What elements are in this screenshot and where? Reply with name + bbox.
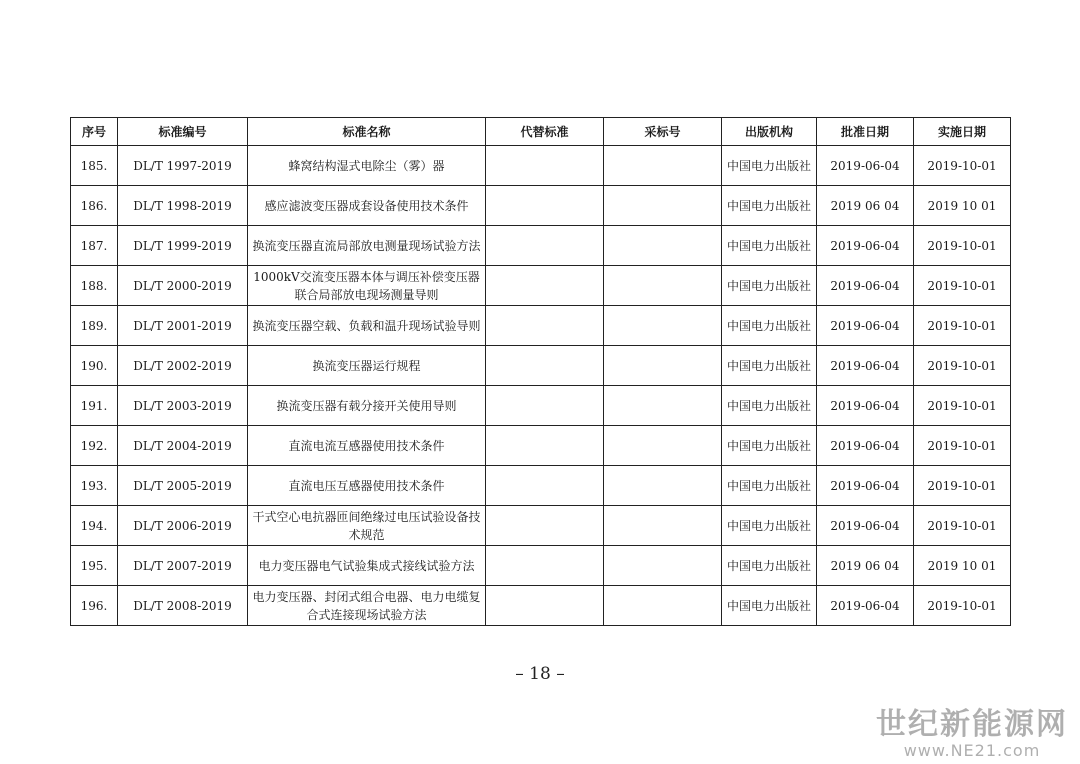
row-adopted xyxy=(604,466,722,506)
row-approved: 2019-06-04 xyxy=(817,386,914,426)
row-publisher: 中国电力出版社 xyxy=(722,386,817,426)
row-name: 换流变压器空载、负载和温升现场试验导则 xyxy=(248,306,486,346)
row-publisher: 中国电力出版社 xyxy=(722,506,817,546)
row-adopted xyxy=(604,306,722,346)
watermark-logo xyxy=(876,708,1068,760)
row-approved: 2019-06-04 xyxy=(817,586,914,626)
row-num: 193. xyxy=(71,466,118,506)
row-replaces xyxy=(486,426,604,466)
row-code: DL/T 2004-2019 xyxy=(118,426,248,466)
header-name: 标准名称 xyxy=(248,118,486,146)
row-effective: 2019-10-01 xyxy=(914,346,1011,386)
row-publisher: 中国电力出版社 xyxy=(722,186,817,226)
header-publisher: 出版机构 xyxy=(722,118,817,146)
row-replaces xyxy=(486,346,604,386)
row-name: 蜂窝结构湿式电除尘（雾）器 xyxy=(248,146,486,186)
row-effective: 2019-10-01 xyxy=(914,266,1011,306)
row-publisher: 中国电力出版社 xyxy=(722,146,817,186)
row-num: 185. xyxy=(71,146,118,186)
row-approved: 2019-06-04 xyxy=(817,466,914,506)
row-adopted xyxy=(604,146,722,186)
row-code: DL/T 2002-2019 xyxy=(118,346,248,386)
row-code: DL/T 2003-2019 xyxy=(118,386,248,426)
standards-table xyxy=(70,117,1011,626)
row-adopted xyxy=(604,546,722,586)
watermark-url: www.NE21.com xyxy=(903,741,1041,760)
row-adopted xyxy=(604,346,722,386)
row-name: 直流电压互感器使用技术条件 xyxy=(248,466,486,506)
row-publisher: 中国电力出版社 xyxy=(722,426,817,466)
row-name: 感应滤波变压器成套设备使用技术条件 xyxy=(248,186,486,226)
row-replaces xyxy=(486,386,604,426)
row-code: DL/T 1999-2019 xyxy=(118,226,248,266)
row-adopted xyxy=(604,426,722,466)
row-adopted xyxy=(604,186,722,226)
row-effective: 2019-10-01 xyxy=(914,506,1011,546)
row-effective: 2019 10 01 xyxy=(914,186,1011,226)
row-approved: 2019-06-04 xyxy=(817,506,914,546)
row-num: 194. xyxy=(71,506,118,546)
header-code: 标准编号 xyxy=(118,118,248,146)
header-num: 序号 xyxy=(71,118,118,146)
row-num: 191. xyxy=(71,386,118,426)
row-publisher: 中国电力出版社 xyxy=(722,466,817,506)
row-replaces xyxy=(486,506,604,546)
row-name: 干式空心电抗器匝间绝缘过电压试验设备技术规范 xyxy=(248,506,486,546)
row-name: 1000kV交流变压器本体与调压补偿变压器联合局部放电现场测量导则 xyxy=(248,266,486,306)
row-approved: 2019-06-04 xyxy=(817,426,914,466)
row-code: DL/T 2005-2019 xyxy=(118,466,248,506)
row-num: 190. xyxy=(71,346,118,386)
table-row xyxy=(71,146,1011,186)
row-approved: 2019-06-04 xyxy=(817,226,914,266)
row-replaces xyxy=(486,306,604,346)
row-name: 换流变压器运行规程 xyxy=(248,346,486,386)
row-approved: 2019 06 04 xyxy=(817,546,914,586)
row-effective: 2019-10-01 xyxy=(914,466,1011,506)
table-row xyxy=(71,226,1011,266)
row-effective: 2019-10-01 xyxy=(914,226,1011,266)
row-approved: 2019-06-04 xyxy=(817,266,914,306)
row-num: 188. xyxy=(71,266,118,306)
row-code: DL/T 2000-2019 xyxy=(118,266,248,306)
row-approved: 2019 06 04 xyxy=(817,186,914,226)
row-replaces xyxy=(486,146,604,186)
table-row xyxy=(71,586,1011,626)
watermark-text: 世纪新能源网 xyxy=(876,707,1068,742)
table-row xyxy=(71,466,1011,506)
row-code: DL/T 2006-2019 xyxy=(118,506,248,546)
table-row xyxy=(71,426,1011,466)
row-replaces xyxy=(486,546,604,586)
row-num: 196. xyxy=(71,586,118,626)
row-effective: 2019-10-01 xyxy=(914,426,1011,466)
row-name: 直流电流互感器使用技术条件 xyxy=(248,426,486,466)
row-publisher: 中国电力出版社 xyxy=(722,306,817,346)
table-row xyxy=(71,346,1011,386)
table-row xyxy=(71,386,1011,426)
header-effective: 实施日期 xyxy=(914,118,1011,146)
row-name: 换流变压器有载分接开关使用导则 xyxy=(248,386,486,426)
header-adopted: 采标号 xyxy=(604,118,722,146)
row-num: 195. xyxy=(71,546,118,586)
row-approved: 2019-06-04 xyxy=(817,146,914,186)
row-effective: 2019-10-01 xyxy=(914,146,1011,186)
row-code: DL/T 2007-2019 xyxy=(118,546,248,586)
row-replaces xyxy=(486,466,604,506)
row-adopted xyxy=(604,586,722,626)
row-replaces xyxy=(486,266,604,306)
row-publisher: 中国电力出版社 xyxy=(722,586,817,626)
table-row xyxy=(71,506,1011,546)
row-name: 电力变压器、封闭式组合电器、电力电缆复合式连接现场试验方法 xyxy=(248,586,486,626)
header-replaces: 代替标准 xyxy=(486,118,604,146)
row-code: DL/T 2001-2019 xyxy=(118,306,248,346)
header-approved: 批准日期 xyxy=(817,118,914,146)
page-number: – 18 – xyxy=(515,664,565,684)
row-effective: 2019-10-01 xyxy=(914,586,1011,626)
row-publisher: 中国电力出版社 xyxy=(722,546,817,586)
row-effective: 2019-10-01 xyxy=(914,386,1011,426)
table-row xyxy=(71,266,1011,306)
row-publisher: 中国电力出版社 xyxy=(722,226,817,266)
row-replaces xyxy=(486,186,604,226)
row-code: DL/T 1997-2019 xyxy=(118,146,248,186)
row-name: 换流变压器直流局部放电测量现场试验方法 xyxy=(248,226,486,266)
row-num: 186. xyxy=(71,186,118,226)
table-row xyxy=(71,306,1011,346)
row-adopted xyxy=(604,226,722,266)
table-row xyxy=(71,546,1011,586)
row-code: DL/T 1998-2019 xyxy=(118,186,248,226)
row-replaces xyxy=(486,586,604,626)
table-row xyxy=(71,186,1011,226)
row-approved: 2019-06-04 xyxy=(817,346,914,386)
row-adopted xyxy=(604,266,722,306)
row-publisher: 中国电力出版社 xyxy=(722,346,817,386)
row-effective: 2019 10 01 xyxy=(914,546,1011,586)
row-adopted xyxy=(604,506,722,546)
table-header-row xyxy=(71,118,1011,146)
row-num: 189. xyxy=(71,306,118,346)
row-code: DL/T 2008-2019 xyxy=(118,586,248,626)
row-adopted xyxy=(604,386,722,426)
row-replaces xyxy=(486,226,604,266)
row-publisher: 中国电力出版社 xyxy=(722,266,817,306)
row-num: 192. xyxy=(71,426,118,466)
row-effective: 2019-10-01 xyxy=(914,306,1011,346)
row-num: 187. xyxy=(71,226,118,266)
row-name: 电力变压器电气试验集成式接线试验方法 xyxy=(248,546,486,586)
row-approved: 2019-06-04 xyxy=(817,306,914,346)
